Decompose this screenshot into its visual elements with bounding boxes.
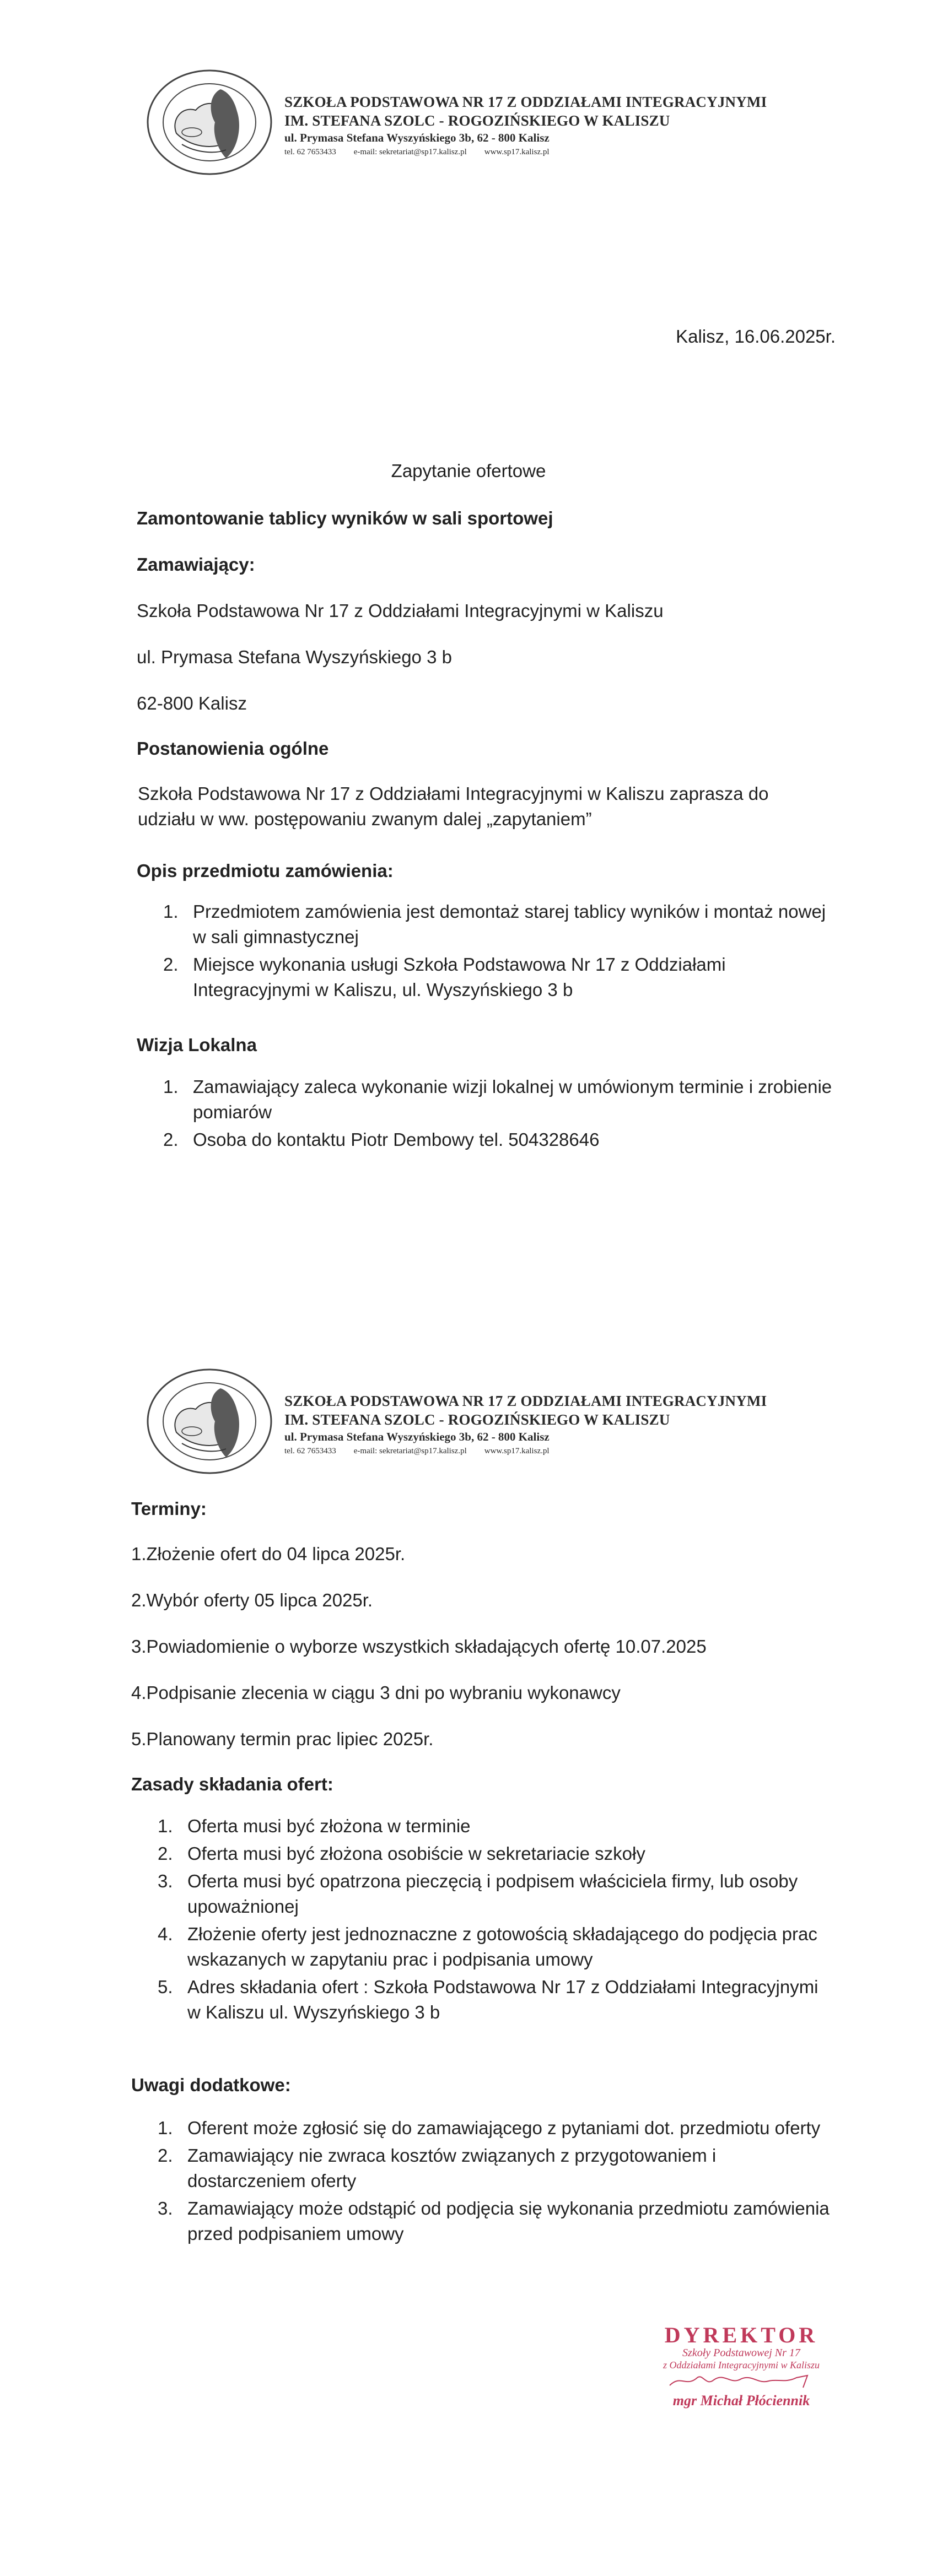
school-letterhead: [143, 1366, 849, 1476]
ordering-party-street: ul. Prymasa Stefana Wyszyńskiego 3 b: [137, 647, 452, 667]
list-item: 1. Przedmiotem zamówienia jest demontaż starej tablicy wyników i montaż nowej w sali gimnastycznej: [163, 901, 826, 947]
director-stamp: [628, 2324, 854, 2412]
order-scope-heading: Opis przedmiotu zamówienia:: [137, 861, 394, 881]
letterhead-contacts: [284, 1444, 767, 1458]
ordering-party-name: Szkoła Podstawowa Nr 17 z Oddziałami Integracyjnymi w Kaliszu: [137, 600, 664, 621]
letterhead-patron: IM. STEFANA SZOLC - ROGOZIŃSKIEGO W KALISZU: [284, 112, 670, 129]
letterhead-school-name: SZKOŁA PODSTAWOWA NR 17 Z ODDZIAŁAMI INTEGRACYJNYMI: [284, 1393, 767, 1409]
letterhead-phone: tel. 62 7653433: [284, 148, 336, 156]
document-date: Kalisz, 16.06.2025r.: [676, 326, 836, 347]
stamp-line-branch: z Oddziałami Integracyjnymi w Kaliszu: [663, 2359, 820, 2371]
submission-rules-heading: Zasady składania ofert:: [131, 1774, 333, 1794]
letterhead-phone: tel. 62 7653433: [284, 1447, 336, 1455]
submission-rules-list: [132, 1814, 832, 2027]
letterhead-contacts: [284, 145, 767, 159]
stamp-line-school: Szkoły Podstawowej Nr 17: [682, 2347, 800, 2359]
handwritten-signature: [659, 2371, 824, 2390]
order-subject: Zamontowanie tablicy wyników w sali sportowej: [137, 508, 553, 528]
letterhead-website: www.sp17.kalisz.pl: [484, 148, 550, 156]
school-letterhead: [143, 67, 849, 177]
site-visit-list: [138, 1074, 832, 1155]
list-item: 2. Zamawiający nie zwraca kosztów związanych z przygotowaniem i dostarczeniem oferty: [158, 2145, 717, 2191]
general-provisions-heading: Postanowienia ogólne: [137, 738, 329, 759]
list-item: 2. Osoba do kontaktu Piotr Dembowy tel. 504328646: [163, 1129, 600, 1150]
stamp-director-name: mgr Michał Płóciennik: [672, 2393, 810, 2409]
ordering-party-city: 62-800 Kalisz: [137, 693, 247, 713]
letterhead-patron: IM. STEFANA SZOLC - ROGOZIŃSKIEGO W KALISZU: [284, 1411, 670, 1428]
general-provisions-text: Szkoła Podstawowa Nr 17 z Oddziałami Integracyjnymi w Kaliszu zaprasza do udziału w ww. postępowaniu zwanym dalej „zapytaniem”: [138, 783, 769, 829]
ordering-party-heading: Zamawiający:: [137, 554, 255, 575]
list-item: 5. Adres składania ofert : Szkoła Podstawowa Nr 17 z Oddziałami Integracyjnymi w Kaliszu ul. Wyszyńskiego 3 b: [158, 1977, 818, 2022]
deadline-item: 4.Podpisanie zlecenia w ciągu 3 dni po wybraniu wykonawcy: [131, 1682, 621, 1703]
letterhead-school-name: SZKOŁA PODSTAWOWA NR 17 Z ODDZIAŁAMI INTEGRACYJNYMI: [284, 94, 767, 110]
deadline-item: 2.Wybór oferty 05 lipca 2025r.: [131, 1590, 373, 1610]
letterhead-address: ul. Prymasa Stefana Wyszyńskiego 3b, 62 - 800 Kalisz: [284, 1430, 550, 1443]
letterhead-email: e-mail: sekretariat@sp17.kalisz.pl: [353, 148, 467, 156]
document-page-2: [0, 1289, 937, 2576]
list-item: 2. Oferta musi być złożona osobiście w sekretariacie szkoły: [158, 1843, 645, 1864]
deadline-item: 1.Złożenie ofert do 04 lipca 2025r.: [131, 1544, 406, 1564]
site-visit-heading: Wizja Lokalna: [137, 1035, 257, 1055]
letterhead-email: e-mail: sekretariat@sp17.kalisz.pl: [353, 1447, 467, 1455]
list-item: 3. Zamawiający może odstąpić od podjęcia się wykonania przedmiotu zamówienia przed podpisaniem umowy: [158, 2198, 830, 2244]
letterhead-address: ul. Prymasa Stefana Wyszyńskiego 3b, 62 - 800 Kalisz: [284, 131, 550, 144]
letterhead-website: www.sp17.kalisz.pl: [484, 1447, 550, 1455]
school-logo: [143, 1366, 276, 1476]
list-item: 4. Złożenie oferty jest jednoznaczne z gotowością składającego do podjęcia prac wskazanych w zapytaniu prac i podpisania umowy: [158, 1924, 817, 1969]
list-item: 1. Oferent może zgłosić się do zamawiającego z pytaniami dot. przedmiotu oferty: [158, 2118, 821, 2138]
list-item: 2. Miejsce wykonania usługi Szkoła Podstawowa Nr 17 z Oddziałami Integracyjnymi w Kaliszu, ul. Wyszyńskiego 3 b: [163, 954, 726, 1000]
order-scope-list: [138, 899, 832, 1005]
deadlines-heading: Terminy:: [131, 1498, 207, 1519]
additional-notes-list: [132, 2115, 832, 2249]
deadline-item: 3.Powiadomienie o wyborze wszystkich składających ofertę 10.07.2025: [131, 1636, 707, 1657]
school-logo: [143, 67, 276, 177]
deadline-item: 5.Planowany termin prac lipiec 2025r.: [131, 1729, 434, 1749]
list-item: 1. Oferta musi być złożona w terminie: [158, 1816, 471, 1836]
list-item: 1. Zamawiający zaleca wykonanie wizji lokalnej w umówionym terminie i zrobienie pomiarów: [163, 1076, 832, 1122]
stamp-title: DYREKTOR: [664, 2323, 818, 2347]
list-item: 3. Oferta musi być opatrzona pieczęcią i podpisem właściciela firmy, lub osoby upoważnionej: [158, 1871, 798, 1917]
document-type-title: Zapytanie ofertowe: [391, 461, 546, 481]
additional-notes-heading: Uwagi dodatkowe:: [131, 2075, 291, 2095]
